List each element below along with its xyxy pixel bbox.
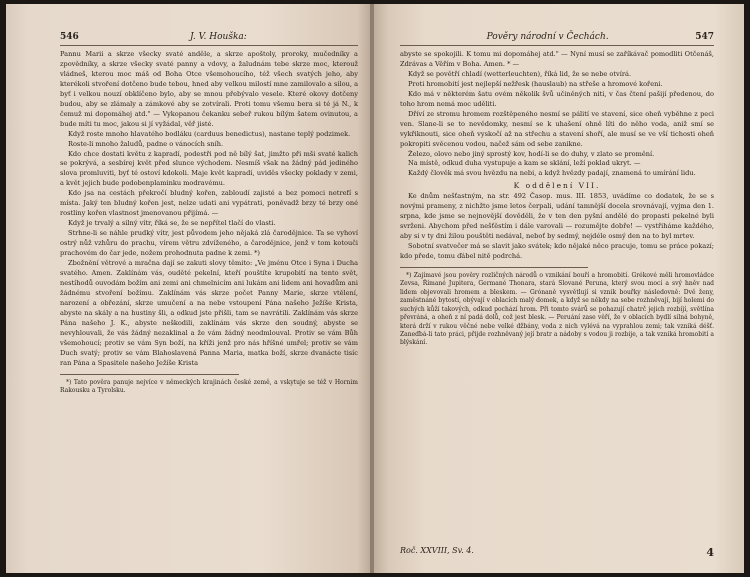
paragraph: Zbožnění větrové a mračna dají se zakuti slovy těmito: „Ve jménu Otce i Syna i Ducha svatého. Amen. Zaklínám vás, ouděté pekelní, kteří pouštíte krupobití na tento svět, nestíhodů ouvodám božím ani zemi ani chmelnicím ani lukám ani lidem ani hovadům ani žádnému stvoření božímu. Zaklínám vás skrze počet Panny Marie, skrze vtělení, narození a obřezání, skrze umučení a na nebe vstoupení Pána našeho Ježíše Krista, abyste na skály a na hustiny šli, a odkud jste přišli, tam se navrátili. Zaklínám vás skrze Pána našeho J. K., abyste neškodili, zaklínám vás skrze den soudný, abyste se nevyhlouvali, že vás žádný nezaklinal a že vám žádný neodmlouval. Protiv se vám Bůh všemohoucí; protiv se vám Syn boží, na kříži jenž pro nás hříšné umřel; protiv se vám Duch svatý; protiv se vám Blahoslavená Panna Maria, matka boží, skrze dvanácte tisíc ran Pána a Spasitele našeho Ježíše Krista: [60, 259, 358, 367]
footnote-rule: [60, 374, 239, 375]
right-page: [374, 4, 744, 573]
footnote-text: *) Tato pověra panuje nejvíce v německých krajinách české země, a vskytuje se též v Hornim Rakousku a Tyrolsku.: [60, 378, 358, 394]
right-running-head: Pověry národní v Čechách.: [486, 32, 609, 42]
paragraph: abyste se spokojili. K tomu mi dopomáhej atd." — Nyní musí se zaříkávač pomodliti Otčenáš, Zdrávas a Věřím v Boha. Amen. * —: [400, 50, 714, 68]
sheet-number: 4: [706, 546, 714, 559]
paragraph: Dříví ze stromu hromem rozštěpeného nesmí se pálití ve stavení, sice oheň vyběhne z peci ven. Slane-li se to nevědomky, nesmí se k uhašení ohně líti do něho voda, aniž smí se vykřiknouti, sice oheň vyskočí až na střechu a stavení shoří, ale musí se ve vší tichosti oheň pokropiti svěcenou vodou, načež sám od sebe zanikne.: [400, 109, 714, 148]
left-page-header: [60, 32, 358, 46]
left-footnote: [60, 379, 358, 396]
footnote-rule: [400, 267, 588, 268]
paragraph: Když roste mnoho hlavatého bodláku (carduus benedictus), nastane teplý podzimek.: [68, 129, 351, 138]
left-page-text: [60, 50, 358, 395]
volume-signature: Roč. XXVIII, Sv. 4.: [400, 546, 474, 555]
paragraph: Každý člověk má svou hvězdu na nebi, a když hvězdy padají, znamená to umírání lidu.: [408, 169, 696, 178]
right-page-number: 547: [695, 32, 714, 42]
right-page-header: [400, 32, 714, 46]
paragraph: Kdo chce dostati květu z kapradí, podestři pod ně bílý šat, jimžto při mši svaté kalich se pokrývá, a sesbírej květ před slunce východem. Nesmíš však na žádný pád jediného slova promluviti, byť té ostoví kdokoli. Maje květ kapradí, uviděs všecky poklady v zemi, a květ jejich bude podobenplaminku modravému.: [60, 149, 358, 188]
right-page-text: [400, 50, 714, 348]
footnote-text: *) Zajímavé jsou pověry rozličných národů o vznikání bouří a hromobití. Grékové měli hromovládce Zevsa, Římané Jupitera, Germané Thonara, stará Slované Peruna, který svou mocí a svý hněv nad lidem objevovali hromem a bleskem. — Grónaně vysvětlují si vznik bouřky následovně: Dvě ženy, zaměstnáné bytostí, obývají v oblacích malý domek, a když se někdy na sebe rozhněvají, bijí holemi do suchých kůží takových, odkud pochází hrom. Při tomto svárů se pohazují chatrč jejich rozbíjí, světlína převráná, a oheň z ní padá dolů, což jest blesk. — Peruání zase věří, že v oblacích bydlí silná bohyně, která drží v rukou věčné nebe velké džbány, voda z nich vylévá na vyprahlou zemi; tak vzniká déšť. Zaneďbá-li tato práci, přijde rozhněvaný její bratr a nádoby s vodou ji rozbije, a tak vzniká hromobití a blýskání.: [400, 272, 714, 347]
paragraph: Když je trvalý a silný vítr, říká se, že se nepřítel tlačí do vlasti.: [68, 219, 276, 228]
paragraph: Sobotní svatvečer má se slavit jako svátek; kdo nějaké něco pracuje, tomu se práce pokazí; kdo přede, tomu ďábel nitě podrchá.: [400, 242, 714, 261]
left-page-number: 546: [60, 32, 79, 42]
paragraph: Železo, olovo nebo jiný sprostý kov, hodí-li se do duhy, v zlato se promění.: [408, 149, 655, 158]
open-book: [6, 4, 744, 573]
paragraph: Když se povětří chladí (wetterleuchten), říká lid, že se nebe otvírá.: [408, 69, 632, 78]
left-running-head: J. V. Houška:: [189, 32, 247, 42]
paragraph: Pannu Marii a skrze všecky svaté anděle, a skrze apoštoly, proroky, mučedníky a zpovědníky, a skrze všecky svaté panny a vdovy, a žaludnám tebe skrze moc, kterouž vládneš, kterou moc máš od Boha Otce všemohoucího, též všech svatých jeho, aby kterékoli stvoření dotčeno bude tebou, hned aby velkou milostí mne zamilovalo a silou, a byť i velkou nouzí obklíčeno bylo, aby se mnou přebývalo vesele. Které okovy dotčeny budou, aby se zlámaly a zámkové aby se zotvírali. Proti tomu všemu bera si té já N., k čemuž mi dopomáhej atd." — Vykopanou čekanku sebeř rukou bílým šatem ovinutou, a bude míti tu moc, jakou si jí vyžádal, věř jisté.: [60, 50, 358, 128]
paragraph: Na místě, odkud duha vystupuje a kam se sklání, leží poklad ukryt. —: [408, 159, 641, 168]
paragraph: Strhne-li se náhle prudký vítr, jest původem jeho nějaká zlá čarodějnice. Ta se vyhoví ostrý nůž vzhůru do prachu, vírem větru zdvíženého, a čarodějnice, jenž v tom kotouči prachovém do čar jede, nožem prohodnuta padne k zemi. *): [60, 229, 358, 258]
paragraph: Kdo má v některém šatu ovém několik švů učiněných niti, v čas čtení pašijí předenou, do toho hrom nemá moc uděliti.: [400, 89, 714, 108]
left-page: [6, 4, 372, 573]
right-footnote: [400, 272, 714, 348]
paragraph: Proti hromobití jest nejlepší nežřesk (hauslaub) na střeše a hromové kořeni.: [408, 79, 663, 88]
paragraph: Roste-li mnoho žaludů, padne o vánocích sníh.: [68, 139, 224, 148]
paragraph: Kdo jsa na cestách překročí bludný kořen, zabloudí zajisté a bez pomoci netrefí s místa. Jaký ten bludný kořen jest, nelze udati ani vypátrati, poněvadž brzy té brzy oné rostliny kořen vlastnost jmenovanou přijímá. —: [60, 189, 358, 218]
section-title: K oddělení VII.: [513, 181, 601, 191]
signature-line: [400, 546, 714, 559]
paragraph: Ke dnům nešťastným, na str. 492 Časop. mus. III. 1853, uvádíme co dodatek, že se s novými prameny, z nichžto jsme letos čerpali, udání tamnější docela srovnávají, vyjma den 1. srpna, kde jsme se nejnovější dověděli, že v ten den pyšní andělé do propasti pekelné byli svrženi. Abychom před nešťěstím i dále varovali — rozumějte dobře! — vystřiháme každého, aby si v ty dni žilou pouštěti nedával, neboť by sedmý, nejdéle osmý den na to byl mrtev.: [400, 192, 714, 241]
